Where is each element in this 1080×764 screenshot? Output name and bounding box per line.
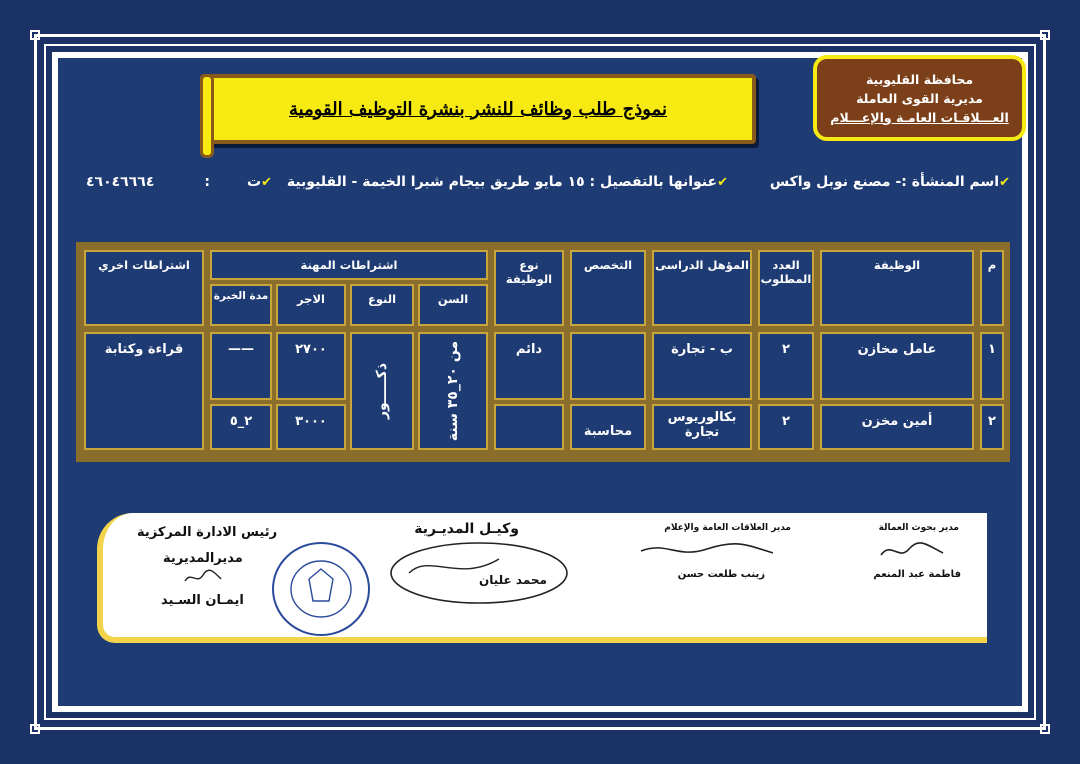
check-icon: ✔ — [717, 175, 728, 190]
phone-label: ✔ت — [247, 174, 272, 190]
company-address: ✔عنوانها بالتفصيل : ١٥ مايو طريق بيجام شبرا الخيمة - القليوبية — [286, 174, 728, 190]
row1-qualification: ب - تجارة — [652, 332, 752, 400]
row1-other-requirements: قراءة وكتابة — [84, 332, 204, 450]
row2-count: ٢ — [758, 404, 814, 450]
signatures-strip — [97, 513, 987, 643]
row2-num: ٢ — [980, 404, 1004, 450]
age-range: من ٢٠_٣٥ سنة — [418, 332, 488, 450]
company-name: ✔اسم المنشأة :- مصنع نوبل واكس — [769, 174, 1010, 190]
header-wage: الاجر — [276, 284, 346, 326]
central-admin-head-title: رئيس الادارة المركزية — [137, 525, 278, 540]
deputy-name: محمد عليان — [479, 573, 547, 587]
check-icon: ✔ — [999, 175, 1010, 190]
deputy-title: وكيـل المديـرية — [414, 521, 519, 537]
header-num: م — [980, 250, 1004, 326]
governorate-line-1: محافظة القليوبية — [865, 71, 974, 87]
governorate-box — [813, 55, 1026, 141]
header-other-requirements: اشتراطات اخري — [84, 250, 204, 326]
row2-wage: ٣٠٠٠ — [276, 404, 346, 450]
check-icon: ✔ — [261, 175, 272, 190]
header-experience: مدة الخبرة — [210, 284, 272, 326]
row1-job-type: دائم — [494, 332, 564, 400]
row1-count: ٢ — [758, 332, 814, 400]
header-age: السن — [418, 284, 488, 326]
corner-ornament — [30, 30, 40, 40]
form-title: نموذج طلب وظائف للنشر بنشرة التوظيف القومية — [289, 98, 667, 120]
official-seal-icon — [269, 539, 373, 639]
directorate-director-title: مديرالمديرية — [163, 551, 243, 566]
header-qualification: المؤهل الدراسى — [652, 250, 752, 326]
phone-separator: : — [204, 174, 210, 190]
corner-ornament — [1040, 30, 1050, 40]
corner-ornament — [30, 724, 40, 734]
corner-ornament — [1040, 724, 1050, 734]
row1-wage: ٢٧٠٠ — [276, 332, 346, 400]
signature-mark — [637, 539, 777, 561]
header-job: الوظيفة — [820, 250, 974, 326]
directorate-director-name: ايمـان السـيد — [161, 593, 244, 608]
row2-job-type — [494, 404, 564, 450]
governorate-line-3: العـــلاقـات العامـة والإعـــلام — [830, 109, 1009, 125]
phone-number: ٤٦٠٤٦٦٦٤ — [86, 174, 155, 190]
pr-director-name: زينب طلعت حسن — [677, 569, 765, 580]
header-count: العدد المطلوب — [758, 250, 814, 326]
research-director-title: مدير بحوث العمالة — [878, 523, 959, 533]
scroll-ornament — [200, 74, 214, 158]
gender-value: ذكـــــور — [350, 332, 414, 450]
form-title-box — [200, 74, 756, 144]
header-specialization: التخصص — [570, 250, 646, 326]
row2-job: أمين مخزن — [820, 404, 974, 450]
header-gender: النوع — [350, 284, 414, 326]
row2-qualification: بكالوريوس تجارة — [652, 404, 752, 450]
row1-experience: —— — [210, 332, 272, 400]
signature-mark — [877, 537, 947, 563]
row1-num: ١ — [980, 332, 1004, 400]
signature-mark — [183, 569, 223, 587]
row1-job: عامل مخازن — [820, 332, 974, 400]
research-director-name: فاطمة عبد المنعم — [873, 569, 961, 580]
header-profession-requirements: اشتراطات المهنة — [210, 250, 488, 280]
header-job-type: نوع الوظيفة — [494, 250, 564, 326]
row2-specialization: محاسبة — [570, 404, 646, 450]
row1-specialization — [570, 332, 646, 400]
row2-experience: ٢_٥ — [210, 404, 272, 450]
pr-director-title: مدير العلاقات العامة والإعلام — [664, 523, 791, 533]
governorate-line-2: مديرية القوى العاملة — [856, 90, 983, 106]
